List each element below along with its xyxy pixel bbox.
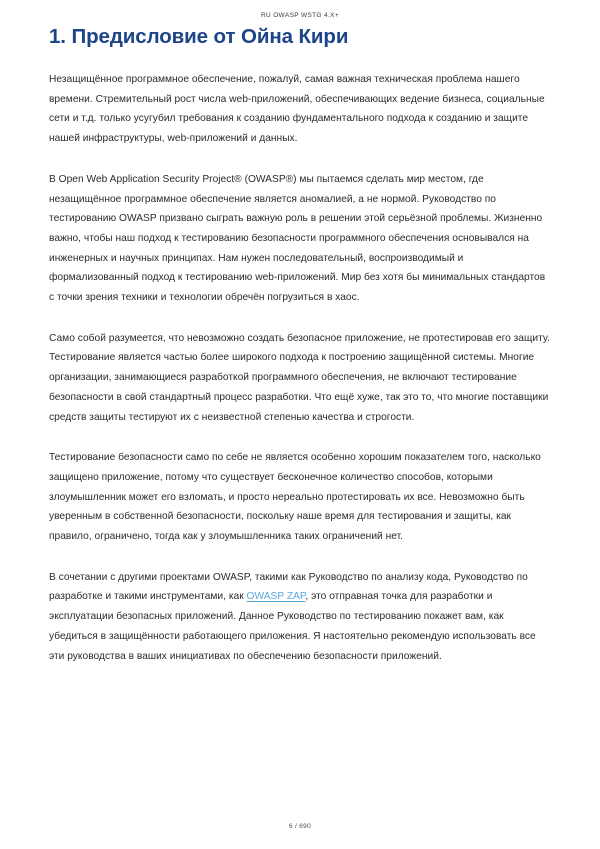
running-header: RU OWASP WSTG 4.X+ — [261, 12, 339, 19]
paragraph-4: Тестирование безопасности само по себе не является особенно хорошим показателем того, насколько защищено приложение, потому что существует бесконечное количество способов, которыми злоумышленник может его взломать, и просто нереально протестировать их все. Невозможно быть уверенным в собственной безопасности, поскольку наше время для тестирования и защиты, как правило, ограничено, тогда как у злоумышленника таких ограничений нет. — [49, 452, 541, 543]
paragraph-5 — [49, 568, 551, 667]
paragraph-1: Незащищённое программное обеспечение, пожалуй, самая важная техническая проблема нашего времени. Стремительный рост числа web-приложений, обеспечивающих ведение бизнеса, социальные сети и т.д. только усугубил требования к созданию фундаментального подхода к созданию и защите нашей инфраструктуры, web-приложений и данных. — [49, 74, 545, 145]
page-title: 1. Предисловие от Ойна Кири — [49, 25, 349, 48]
page-number-footer: 6 / 690 — [289, 823, 311, 830]
paragraph-5-text-after-link: , это отправная точка для разработки и эксплуатации безопасных приложений. Данное Руководство по тестированию покажет вам, как убедиться в защищённости работающего приложения. Я настоятельно рекомендую использовать все эти руководства в ваших инициативах по обеспечению безопасности приложений. — [49, 591, 536, 662]
paragraph-2: В Open Web Application Security Project® (OWASP®) мы пытаемся сделать мир местом, где незащищённое программное обеспечение является аномалией, а не нормой. Руководство по тестированию OWASP призвано сыграть важную роль в решении этой серьёзной проблемы. Жизненно важно, чтобы наш подход к тестированию безопасности программного обеспечения основывался на инженерных и научных принципах. Нам нужен последовательный, воспроизводимый и формализованный подход к тестированию web-приложений. Мир без хотя бы минимальных стандартов с точки зрения техники и технологии обречён погрузиться в хаос. — [49, 173, 546, 304]
owasp-zap-link[interactable]: OWASP ZAP — [246, 591, 306, 603]
paragraph-5-text-before-link: В сочетании с другими проектами OWASP, такими как Руководство по анализу кода, Руководство по разработке и такими инструментами, как — [49, 571, 528, 603]
paragraph-3: Само собой разумеется, что невозможно создать безопасное приложение, не протестировав его защиту. Тестирование является частью более широкого подхода к построению защищённой системы. Многие организации, занимающиеся разработкой программного обеспечения, не включают тестирование безопасности в свой стандартный процесс разработки. Что ещё хуже, так это то, что многие поставщики средств защиты тестируют их с неизвестной степенью качества и строгости. — [49, 332, 550, 423]
page-content — [49, 24, 551, 666]
